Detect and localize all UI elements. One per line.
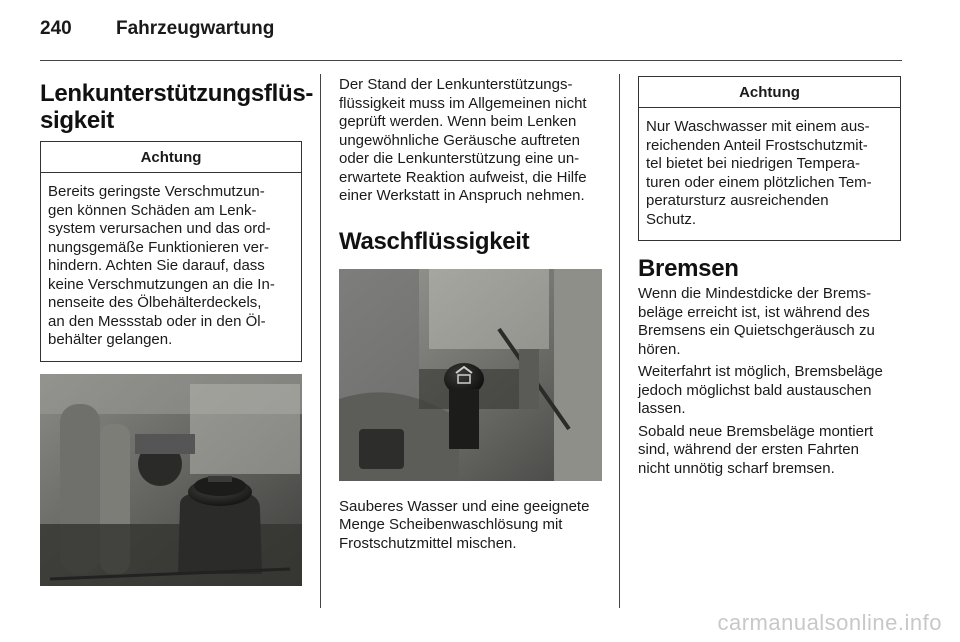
page-header xyxy=(40,18,902,56)
text-line: behälter gelangen. xyxy=(48,331,173,348)
text-line: Weiterfahrt ist möglich, Bremsbeläge xyxy=(638,363,883,380)
text-line: ungewöhnliche Geräusche auftreten xyxy=(339,131,580,149)
section-heading-brakes: Bremsen xyxy=(638,255,739,282)
text-line: hindern. Achten Sie darauf, dass xyxy=(48,257,265,274)
heading-line: Lenkunterstützungsflüs- xyxy=(40,80,314,107)
intro-paragraph xyxy=(339,76,602,206)
photo-steering-reservoir xyxy=(40,374,302,586)
text-line: jedoch möglichst bald austauschen xyxy=(638,381,872,399)
photo-washer-reservoir xyxy=(339,269,602,481)
text-line: nenseite des Ölbehälterdeckels, xyxy=(48,294,262,311)
column-divider-1 xyxy=(320,74,321,608)
text-line: gen können Schäden am Lenk- xyxy=(48,201,257,219)
brakes-paragraph-3 xyxy=(638,423,901,479)
text-line: Nur Waschwasser mit einem aus- xyxy=(646,118,870,135)
text-line: geprüft werden. Wenn beim Lenken xyxy=(339,113,577,130)
text-line: nungsgemäße Funktionieren ver- xyxy=(48,238,269,256)
section-heading-power-steering xyxy=(40,80,314,134)
text-line: erwartete Reaktion aufweist, die Hilfe xyxy=(339,168,587,186)
text-line: Wenn die Mindestdicke der Brems- xyxy=(638,285,872,302)
text-line: Bremsens ein Quietschgeräusch zu xyxy=(638,322,875,339)
column-2 xyxy=(339,74,602,553)
text-line: Schutz. xyxy=(646,210,697,228)
text-line: einer Werkstatt in Anspruch nehmen. xyxy=(339,187,585,204)
warning-box-washer xyxy=(638,76,901,241)
brakes-paragraph-1 xyxy=(638,285,901,359)
text-line: Der Stand der Lenkunterstützungs- xyxy=(339,76,573,93)
text-line: oder die Lenkunterstützung eine un- xyxy=(339,150,580,167)
washer-bay-illustration xyxy=(339,269,602,481)
text-line: sind, während der ersten Fahrten xyxy=(638,441,859,458)
text-line: Sauberes Wasser und eine geeignete xyxy=(339,497,590,515)
column-3 xyxy=(638,74,901,478)
column-divider-2 xyxy=(619,74,620,608)
warning-text xyxy=(41,173,301,361)
brakes-paragraph-2 xyxy=(638,363,901,419)
warning-box-steering xyxy=(40,141,302,362)
watermark-text: carmanualsonline.info xyxy=(717,610,942,635)
text-line: lassen. xyxy=(638,400,686,417)
text-line: beläge erreicht ist, ist während des xyxy=(638,303,870,321)
text-line: flüssigkeit muss im Allgemeinen nicht xyxy=(339,94,587,112)
washer-caption xyxy=(339,498,602,554)
text-line: Frostschutzmittel mischen. xyxy=(339,534,517,552)
text-line: Bereits geringste Verschmutzun- xyxy=(48,183,265,200)
text-line: Menge Scheibenwaschlösung mit xyxy=(339,516,563,533)
text-line: Sobald neue Bremsbeläge montiert xyxy=(638,422,874,440)
header-rule xyxy=(40,60,902,61)
text-line: hören. xyxy=(638,340,681,358)
engine-bay-illustration xyxy=(40,374,302,586)
text-line: peratursturz ausreichenden xyxy=(646,192,829,209)
text-line: keine Verschmutzungen an die In- xyxy=(48,275,275,293)
text-line: reichenden Anteil Frostschutzmit- xyxy=(646,136,868,154)
text-line: turen oder einem plötzlichen Tem- xyxy=(646,173,872,191)
warning-title: Achtung xyxy=(639,77,900,108)
heading-line: sigkeit xyxy=(40,107,114,134)
column-1 xyxy=(40,74,314,586)
text-line: tel bietet bei niedrigen Tempera- xyxy=(646,155,861,172)
chapter-title: Fahrzeugwartung xyxy=(116,18,275,39)
warning-title: Achtung xyxy=(41,142,301,173)
text-line: nicht unnötig scharf bremsen. xyxy=(638,459,835,477)
page-number: 240 xyxy=(40,18,72,39)
warning-text xyxy=(639,108,900,240)
text-line: an den Messstab oder in den Öl- xyxy=(48,312,266,330)
section-heading-washer-fluid: Waschflüssigkeit xyxy=(339,227,530,255)
text-line: system verursachen und das ord- xyxy=(48,220,271,237)
